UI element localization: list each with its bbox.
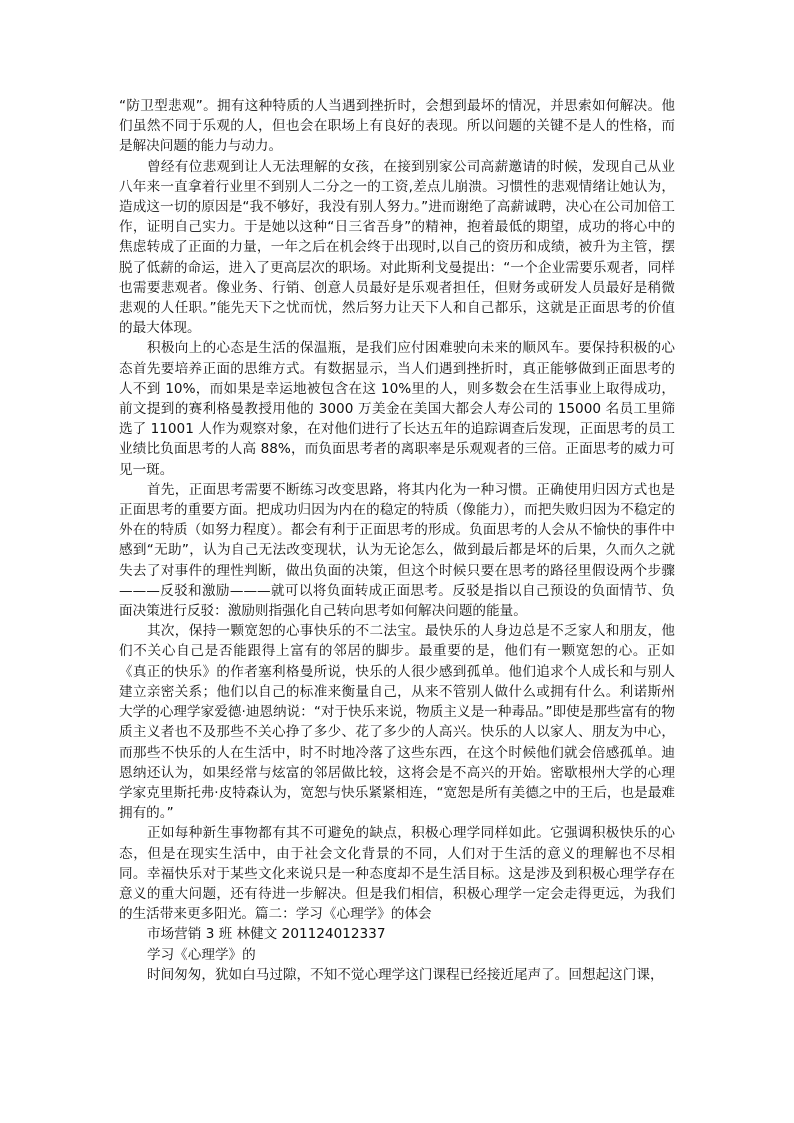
paragraph-final-line: 时间匆匆，犹如白马过隙，不知不觉心理学这门课程已经接近尾声了。回想起这门课，: [147, 966, 664, 983]
paragraph-limitations-conclusion: 正如每种新生事物都有其不可避免的缺点，积极心理学同样如此。它强调积极快乐的心态，但是在现实生活中，由于社会文化背景的不同，人们对于生活的意义的理解也不尽相同。幸福快乐对于某些文化来说只是一种态度却不是生活目标。这是涉及到积极心理学存在意义的重大问题，还有待进一步解决。但是我们相信，积极心理学一定会走得更远，为我们的生活带来更多阳光。篇二：学习《心理学》的体会: [119, 825, 675, 923]
document-page: [119, 96, 675, 985]
paragraph-positive-mindset: 积极向上的心态是生活的保温瓶，是我们应付困难驶向未来的顺风车。要保持积极的心态首先要培养正面的思维方式。有数据显示，当人们遇到挫折时，真正能够做到正面思考的人不到 10%，而如果是幸运地被包含在这 10%里的人，则多数会在生活事业上取得成功，前文提到的赛利格曼教授用他的 3000 万美金在美国大都会人寿公司的 15000 名员工里筛选了 11001 人作为观察对象，在对他们进行了长达五年的追踪调查后发现，正面思考的员工业绩比负面思考的人高 88%，而负面思考者的离职率是乐观观者的三倍。正面思考的威力可见一斑。: [119, 340, 675, 478]
paragraph-positive-thinking-practice: 首先，正面思考需要不断练习改变思路，将其内化为一种习惯。正确使用归因方式也是正面思考的重要方面。把成功归因为内在的稳定的特质（像能力），而把失败归因为不稳定的外在的特质（如努力程度）。都会有利于正面思考的形成。负面思考的人会从不愉快的事件中感到“无助”，认为自己无法改变现状，认为无论怎么，做到最后都是坏的后果，久而久之就失去了对事件的理性判断，做出负面的决策，但这个时候只要在思考的路径里假设两个步骤———反驳和激励———就可以将负面转成正面思考。反驳是指以自己预设的负面情节、负面决策进行反驳：激励则指强化自己转向思考如何解决问题的能量。: [119, 481, 675, 620]
author-byline: 市场营销 3 班 林健文 201124012337: [147, 926, 386, 943]
paragraph-forgiveness-happiness: 其次，保持一颗宽恕的心事快乐的不二法宝。最快乐的人身边总是不乏家人和朋友，他们不关心自己是否能跟得上富有的邻居的脚步。最重要的是，他们有一颗宽恕的心。正如《真正的快乐》的作者塞利格曼所说，快乐的人很少感到孤单。他们追求个人成长和与别人建立亲密关系；他们以自己的标准来衡量自己，从来不管别人做什么或拥有什么。利诺斯州大学的心理学家爱德·迪恩纳说：“对于快乐来说，物质主义是一种毒品。”即使是那些富有的物质主义者也不及那些不关心挣了多少、花了多少的人高兴。快乐的人以家人、朋友为中心，而那些不快乐的人在生活中，时不时地冷落了这些东西，在这个时候他们就会倍感孤单。迪恩纳还认为，如果经常与炫富的邻居做比较，这将会是不高兴的开始。密歇根州大学的心理学家克里斯托弗·皮特森认为，宽恕与快乐紧紧相连，“宽恕是所有美德之中的王后，也是最难拥有的。”: [119, 623, 675, 822]
section-subtitle: 学习《心理学》的: [147, 946, 256, 963]
paragraph-defensive-pessimism: “防卫型悲观”。拥有这种特质的人当遇到挫折时，会想到最坏的情况，并思索如何解决。他们虽然不同于乐观的人，但也会在职场上有良好的表现。所以问题的关键不是人的性格，而是解决问题的能力与动力。: [119, 98, 675, 155]
paragraph-pessimistic-girl-story: 曾经有位悲观到让人无法理解的女孩，在接到别家公司高薪邀请的时候，发现自己从业八年来一直拿着行业里不到别人二分之一的工资,差点儿崩溃。习惯性的悲观情绪让她认为，造成这一切的原因是“我不够好，我没有别人努力。”进而谢绝了高薪诚聘，决心在公司加倍工作，证明自己实力。于是她以这种“日三省吾身”的精神，抱着最低的期望，成功的将心中的焦虑转成了正面的力量，一年之后在机会终于出现时,以自己的资历和成绩，被升为主管，摆脱了低薪的命运，进入了更高层次的职场。对此斯利戈曼提出：“一个企业需要乐观者，同样也需要悲观者。像业务、行销、创意人员最好是乐观者担任，但财务或研发人员最好是稍微悲观的人任职。”能先天下之忧而忧，然后努力让天下人和自己都乐，这就是正面思考的价值的最大体现。: [119, 158, 675, 337]
